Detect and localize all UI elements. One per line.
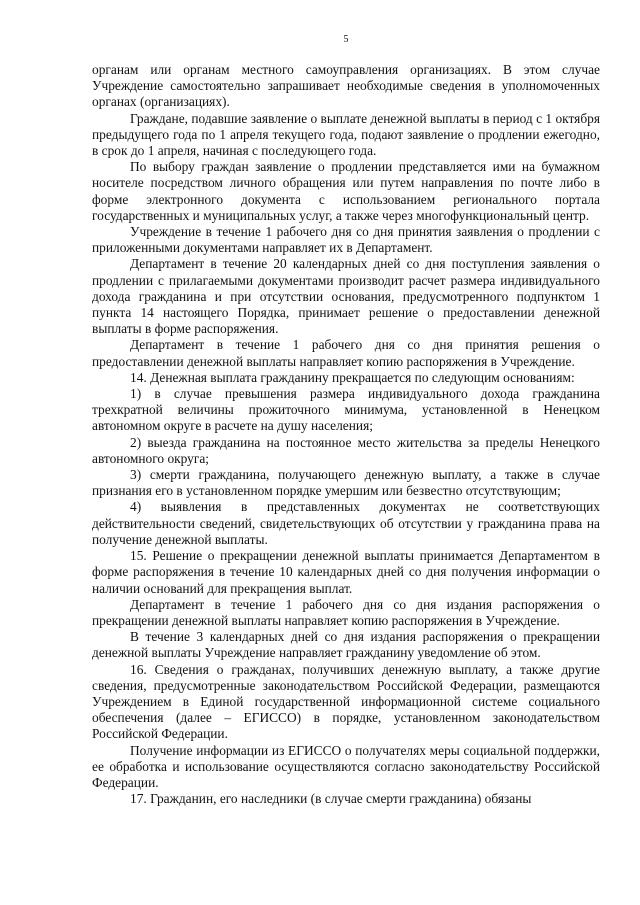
section-16-paragraph: 16. Сведения о гражданах, получивших денежную выплату, а также другие сведения, предусмотренные законодательством Российской Федерации, размещаются Учреждением в Единой государственной информационной системе социального обеспечения (далее – ЕГИССО) в порядке, установленном законодательством Российской Федерации. [92,661,600,742]
paragraph: Учреждение в течение 1 рабочего дня со дня принятия заявления о продлении с приложенными документами направляет их в Департамент. [92,224,600,256]
paragraph: Департамент в течение 20 календарных дней со дня поступления заявления о продлении с прилагаемыми документами производит расчет размера индивидуального дохода гражданина и при отсутствии основания, предусмотренного подпунктом 1 пункта 14 настоящего Порядка, принимает решение о предоставлении денежной выплаты в форме распоряжения. [92,256,600,337]
page-number: 5 [343,34,349,45]
list-item: 2) выезда гражданина на постоянное место жительства за пределы Ненецкого автономного округа; [92,434,600,466]
list-item: 3) смерти гражданина, получающего денежную выплату, а также в случае признания его в установленном порядке умершим или безвестно отсутствующим; [92,467,600,499]
paragraph: Департамент в течение 1 рабочего дня со дня издания распоряжения о прекращении денежной выплаты направляет копию распоряжения в Учреждение. [92,596,600,628]
section-17-paragraph: 17. Гражданин, его наследники (в случае смерти гражданина) обязаны [130,791,532,807]
list-item: 4) выявления в представленных документах не соответствующих действительности сведений, свидетельствующих об отсутствии у гражданина права на получение денежной выплаты. [92,499,600,547]
list-item: 1) в случае превышения размера индивидуального дохода гражданина трехкратной величины прожиточного минимума, установленной в Ненецком автономном округе в расчете на душу населения; [92,386,600,434]
paragraph: Получение информации из ЕГИССО о получателях меры социальной поддержки, ее обработка и использование осуществляются согласно законодательству Российской Федерации. [92,742,600,790]
section-15-paragraph: 15. Решение о прекращении денежной выплаты принимается Департаментом в форме распоряжения в течение 10 календарных дней со дня получения информации о наличии оснований для прекращения выплат. [92,548,600,596]
paragraph: По выбору граждан заявление о продлении представляется ими на бумажном носителе посредством личного обращения или путем направления по почте либо в форме электронного документа с использованием регионального портала государственных и муниципальных услуг, а также через многофункциональный центр. [92,159,600,223]
paragraph: Граждане, подавшие заявление о выплате денежной выплаты в период с 1 октября предыдущего года по 1 апреля текущего года, подают заявление о продлении ежегодно, в срок до 1 апреля, начиная с последующего года. [92,110,600,159]
paragraph: органам или органам местного самоуправления организациях. В этом случае Учреждение самостоятельно запрашивает необходимые сведения в уполномоченных органах (организациях). [92,62,600,110]
paragraph: Департамент в течение 1 рабочего дня со дня принятия решения о предоставлении денежной выплаты направляет копию распоряжения в Учреждение. [92,337,600,369]
section-14-heading: 14. Денежная выплата гражданину прекращается по следующим основаниям: [130,369,575,385]
paragraph: В течение 3 календарных дней со дня издания распоряжения о прекращении денежной выплаты Учреждение направляет гражданину уведомление об этом. [92,629,600,661]
